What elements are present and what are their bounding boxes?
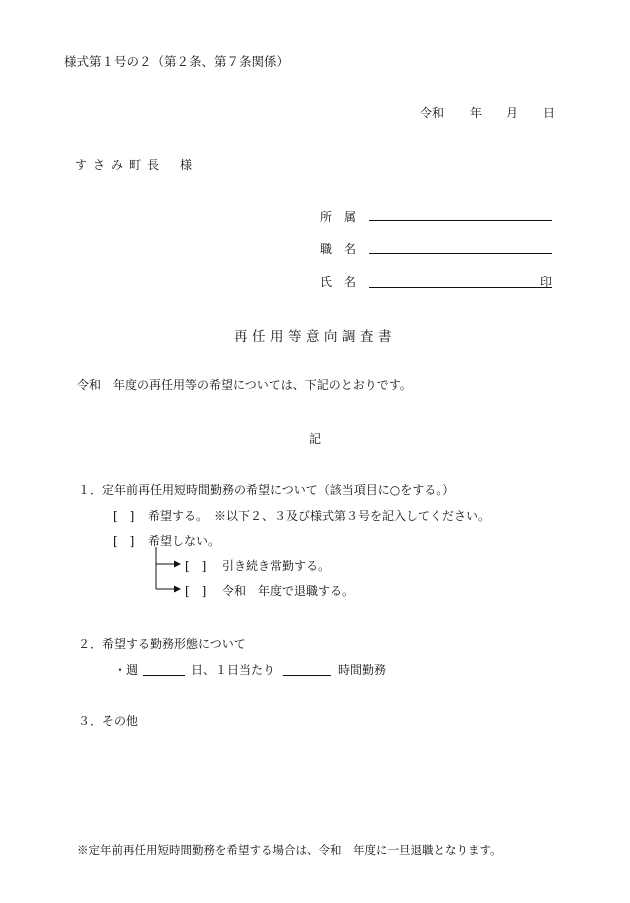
footnote: ※定年前再任用短時間勤務を希望する場合は、令和 年度に一旦退職となります。	[77, 843, 502, 857]
section2-heading: ２．希望する勤務形態について	[78, 637, 246, 651]
affiliation-field[interactable]	[369, 220, 552, 221]
option-no-checkbox[interactable]: [ ]	[113, 534, 135, 548]
section3-heading: ３．その他	[78, 714, 139, 728]
position-label: 職 名	[320, 242, 357, 256]
date-era: 令和	[420, 106, 445, 120]
date-month: 月	[506, 106, 519, 120]
branch-arrows	[150, 547, 182, 595]
sub-retire-checkbox[interactable]: [ ]	[185, 584, 207, 598]
sub-retire-label: 令和 年度で退職する。	[222, 584, 355, 598]
name-field[interactable]	[369, 287, 552, 288]
addressee-name: すさみ町長	[75, 158, 166, 172]
addressee-honorific: 様	[180, 158, 193, 172]
sub-continue-label: 引き続き常勤する。	[222, 559, 331, 573]
position-field[interactable]	[369, 253, 552, 254]
weekly-bullet: ・週	[114, 663, 139, 677]
days-field[interactable]	[143, 675, 185, 676]
document-title: 再任用等意向調査書	[234, 329, 396, 345]
sub-continue-checkbox[interactable]: [ ]	[185, 559, 207, 573]
section1-heading: １．定年前再任用短時間勤務の希望について（該当項目に○をする。）	[78, 483, 455, 497]
ki-heading: 記	[309, 432, 322, 446]
hours-field[interactable]	[283, 675, 331, 676]
form-number: 様式第１号の２（第２条、第７条関係）	[64, 54, 290, 69]
hours-label: 時間勤務	[338, 663, 387, 677]
seal-mark: 印	[540, 275, 553, 289]
date-day: 日	[543, 106, 556, 120]
affiliation-label: 所 属	[320, 210, 357, 224]
intro-text: 令和 年度の再任用等の希望については、下記のとおりです。	[77, 378, 412, 392]
name-label: 氏 名	[320, 275, 357, 289]
option-yes-label: 希望する。 ※以下２、３及び様式第３号を記入してください。	[148, 509, 491, 523]
option-no-label: 希望しない。	[148, 534, 221, 548]
date-year: 年	[470, 106, 483, 120]
option-yes-checkbox[interactable]: [ ]	[113, 509, 135, 523]
days-label: 日、１日当たり	[191, 663, 276, 677]
